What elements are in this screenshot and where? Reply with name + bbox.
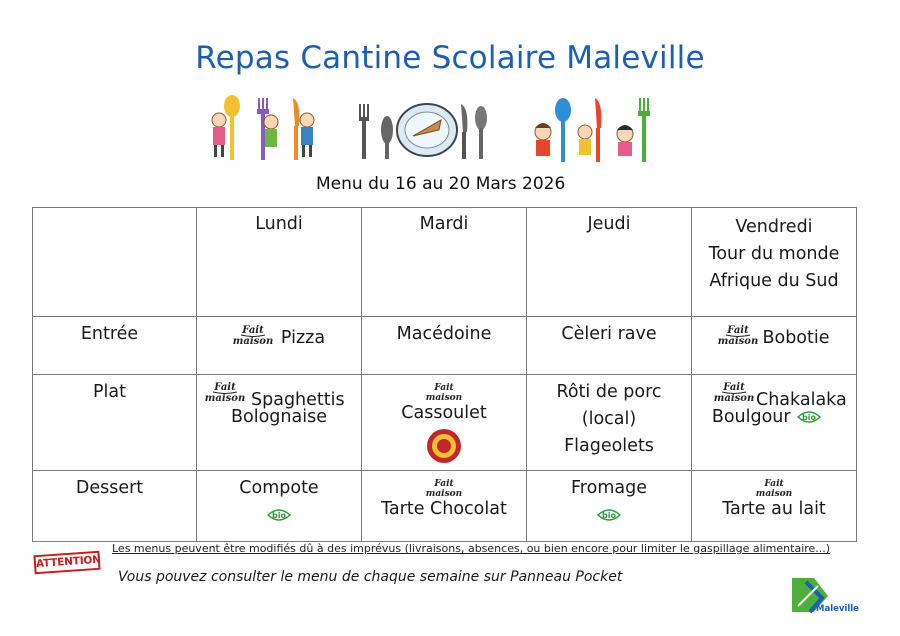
bio-label-icon bbox=[796, 409, 822, 425]
menu-date-range: Menu du 16 au 20 Mars 2026 bbox=[316, 174, 566, 194]
day-name: Mardi bbox=[419, 214, 469, 234]
day-name: Lundi bbox=[255, 214, 303, 234]
bio-label-icon bbox=[596, 507, 622, 523]
attention-stamp: ATTENTION bbox=[33, 551, 100, 575]
day-name: Jeudi bbox=[587, 214, 631, 234]
kids-cutlery-illustration-right bbox=[525, 92, 665, 166]
dish-cell bbox=[197, 471, 362, 542]
dish-name: Bobotie bbox=[762, 328, 830, 348]
dish-name-line2: Bolognaise bbox=[231, 407, 327, 427]
dish-cell bbox=[362, 375, 527, 471]
svg-text:maison: maison bbox=[425, 393, 463, 403]
svg-text:Fait: Fait bbox=[214, 382, 236, 393]
table-header-row bbox=[33, 208, 857, 317]
fait-maison-icon bbox=[233, 322, 273, 348]
aoc-label-icon bbox=[362, 427, 526, 465]
dish-name: Fromage bbox=[571, 478, 647, 498]
dish-name: Tarte au lait bbox=[722, 499, 826, 519]
dish-name: Compote bbox=[239, 478, 319, 498]
fait-maison-icon bbox=[714, 379, 754, 405]
dish-name: Macédoine bbox=[396, 324, 492, 344]
panneau-pocket-info: Vous pouvez consulter le menu de chaque semaine sur Panneau Pocket bbox=[118, 569, 623, 585]
kids-cutlery-illustration-left bbox=[205, 92, 320, 164]
svg-text:bio: bio bbox=[602, 511, 616, 520]
dish-cell bbox=[692, 317, 857, 375]
svg-text:maison: maison bbox=[232, 335, 273, 347]
row-label-entree: Entrée bbox=[33, 317, 197, 375]
dish-cell bbox=[527, 317, 692, 375]
svg-text:bio: bio bbox=[272, 511, 286, 520]
dish-cell bbox=[197, 317, 362, 375]
table-row-entree bbox=[33, 317, 857, 375]
dish-cell bbox=[692, 471, 857, 542]
svg-text:Fait: Fait bbox=[723, 382, 745, 393]
svg-text:Fait: Fait bbox=[434, 383, 454, 393]
disclaimer-notice: Les menus peuvent être modifiés dû à des imprévus (livraisons, absences, ou bien encore pour limiter le gaspillage alimentaire...) bbox=[112, 542, 831, 555]
dish-name: Cassoulet bbox=[401, 403, 487, 423]
dish-cell bbox=[527, 375, 692, 471]
logo-text: Maleville bbox=[816, 604, 859, 614]
svg-text:maison: maison bbox=[718, 335, 759, 347]
dish-name: Rôti de porc bbox=[556, 382, 662, 402]
page-title: Repas Cantine Scolaire Maleville bbox=[195, 40, 705, 76]
fait-maison-icon bbox=[205, 379, 245, 405]
dish-name-line2: (local) bbox=[581, 409, 637, 429]
dish-name: Cèleri rave bbox=[561, 324, 657, 344]
day-header-lundi bbox=[197, 208, 362, 317]
dish-cell bbox=[362, 317, 527, 375]
svg-text:maison: maison bbox=[755, 489, 793, 499]
dish-cell bbox=[692, 375, 857, 471]
dish-cell bbox=[197, 375, 362, 471]
day-name: Vendredi bbox=[735, 217, 813, 237]
dish-name-line2: Boulgour bbox=[711, 407, 791, 427]
table-row-dessert bbox=[33, 471, 857, 542]
day-header-vendredi bbox=[692, 208, 857, 317]
svg-text:maison: maison bbox=[425, 489, 463, 499]
day-theme: Tour du monde bbox=[708, 244, 840, 264]
dish-name: Spaghettis bbox=[251, 390, 345, 410]
weekly-menu-table bbox=[32, 207, 857, 542]
svg-text:maison: maison bbox=[714, 393, 754, 404]
plate-cutlery-illustration bbox=[355, 100, 495, 162]
fait-maison-icon bbox=[718, 322, 758, 348]
dish-name: Tarte Chocolat bbox=[381, 499, 507, 519]
dish-cell bbox=[527, 471, 692, 542]
bio-label-icon bbox=[266, 507, 292, 523]
day-header-jeudi bbox=[527, 208, 692, 317]
dish-name: Chakalaka bbox=[756, 390, 847, 410]
svg-text:maison: maison bbox=[205, 393, 245, 404]
row-label-dessert: Dessert bbox=[33, 471, 197, 542]
dish-name-line3: Flageolets bbox=[564, 436, 654, 456]
dish-cell bbox=[362, 471, 527, 542]
table-row-plat bbox=[33, 375, 857, 471]
day-header-mardi bbox=[362, 208, 527, 317]
svg-text:bio: bio bbox=[802, 413, 817, 422]
row-label-plat: Plat bbox=[33, 375, 197, 471]
svg-text:Fait: Fait bbox=[727, 324, 750, 336]
svg-text:Fait: Fait bbox=[242, 324, 264, 336]
svg-text:Fait: Fait bbox=[434, 479, 454, 489]
day-theme: Afrique du Sud bbox=[709, 271, 839, 291]
dish-name: Pizza bbox=[280, 328, 326, 348]
svg-text:Fait: Fait bbox=[764, 479, 784, 489]
corner-cell bbox=[33, 208, 197, 317]
